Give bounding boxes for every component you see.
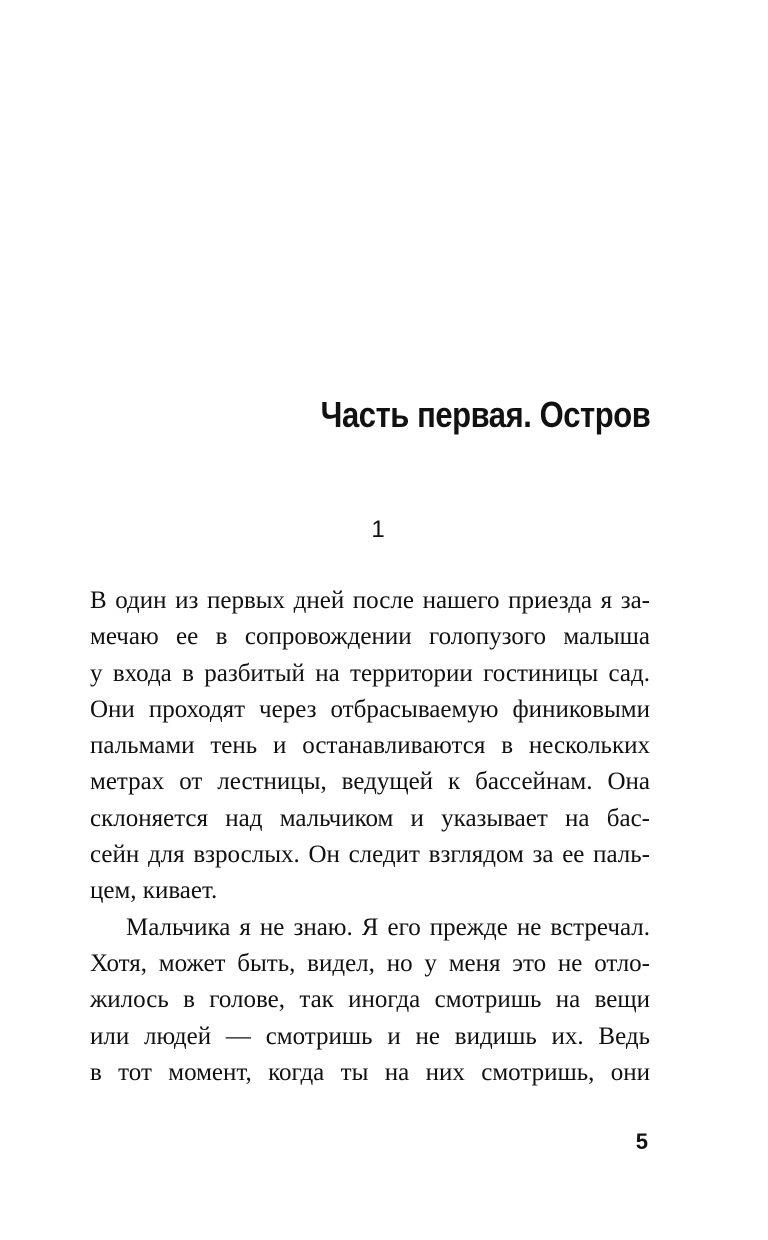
text-line: цем, кивает. xyxy=(90,877,218,905)
text-line: у входа в разбитый на территории гостиницы сад. xyxy=(90,659,650,687)
paragraph-1 xyxy=(90,583,650,910)
text-line: Они проходят через отбрасываемую финиковыми xyxy=(90,695,650,723)
text-line: В один из первых дней после нашего приезда я за- xyxy=(90,587,650,614)
part-title: Часть первая. Остров xyxy=(320,394,650,435)
text-line: склоняется над мальчиком и указывает на бас- xyxy=(90,804,650,832)
text-line: мечаю ее в сопровождении голопузого малыша xyxy=(90,623,650,651)
text-line: Мальчика я не знаю. Я его прежде не встречал. xyxy=(126,913,650,941)
text-line: в тот момент, когда ты на них смотришь, они xyxy=(90,1058,650,1086)
text-line: Хотя, может быть, видел, но у меня это не отло- xyxy=(90,949,650,977)
paragraph-2 xyxy=(90,910,650,1091)
text-line: или людей — смотришь и не видишь их. Ведь xyxy=(90,1022,650,1050)
text-line: жилось в голове, так иногда смотришь на вещи xyxy=(90,986,650,1014)
text-line: пальмами тень и останавливаются в нескольких xyxy=(90,732,650,760)
page-number: 5 xyxy=(635,1129,648,1154)
text-line: сейн для взрослых. Он следит взглядом за ее паль- xyxy=(90,841,650,869)
chapter-number: 1 xyxy=(371,516,385,543)
text-line: метрах от лестницы, ведущей к бассейнам. Она xyxy=(90,768,650,796)
body-text xyxy=(90,583,650,1091)
